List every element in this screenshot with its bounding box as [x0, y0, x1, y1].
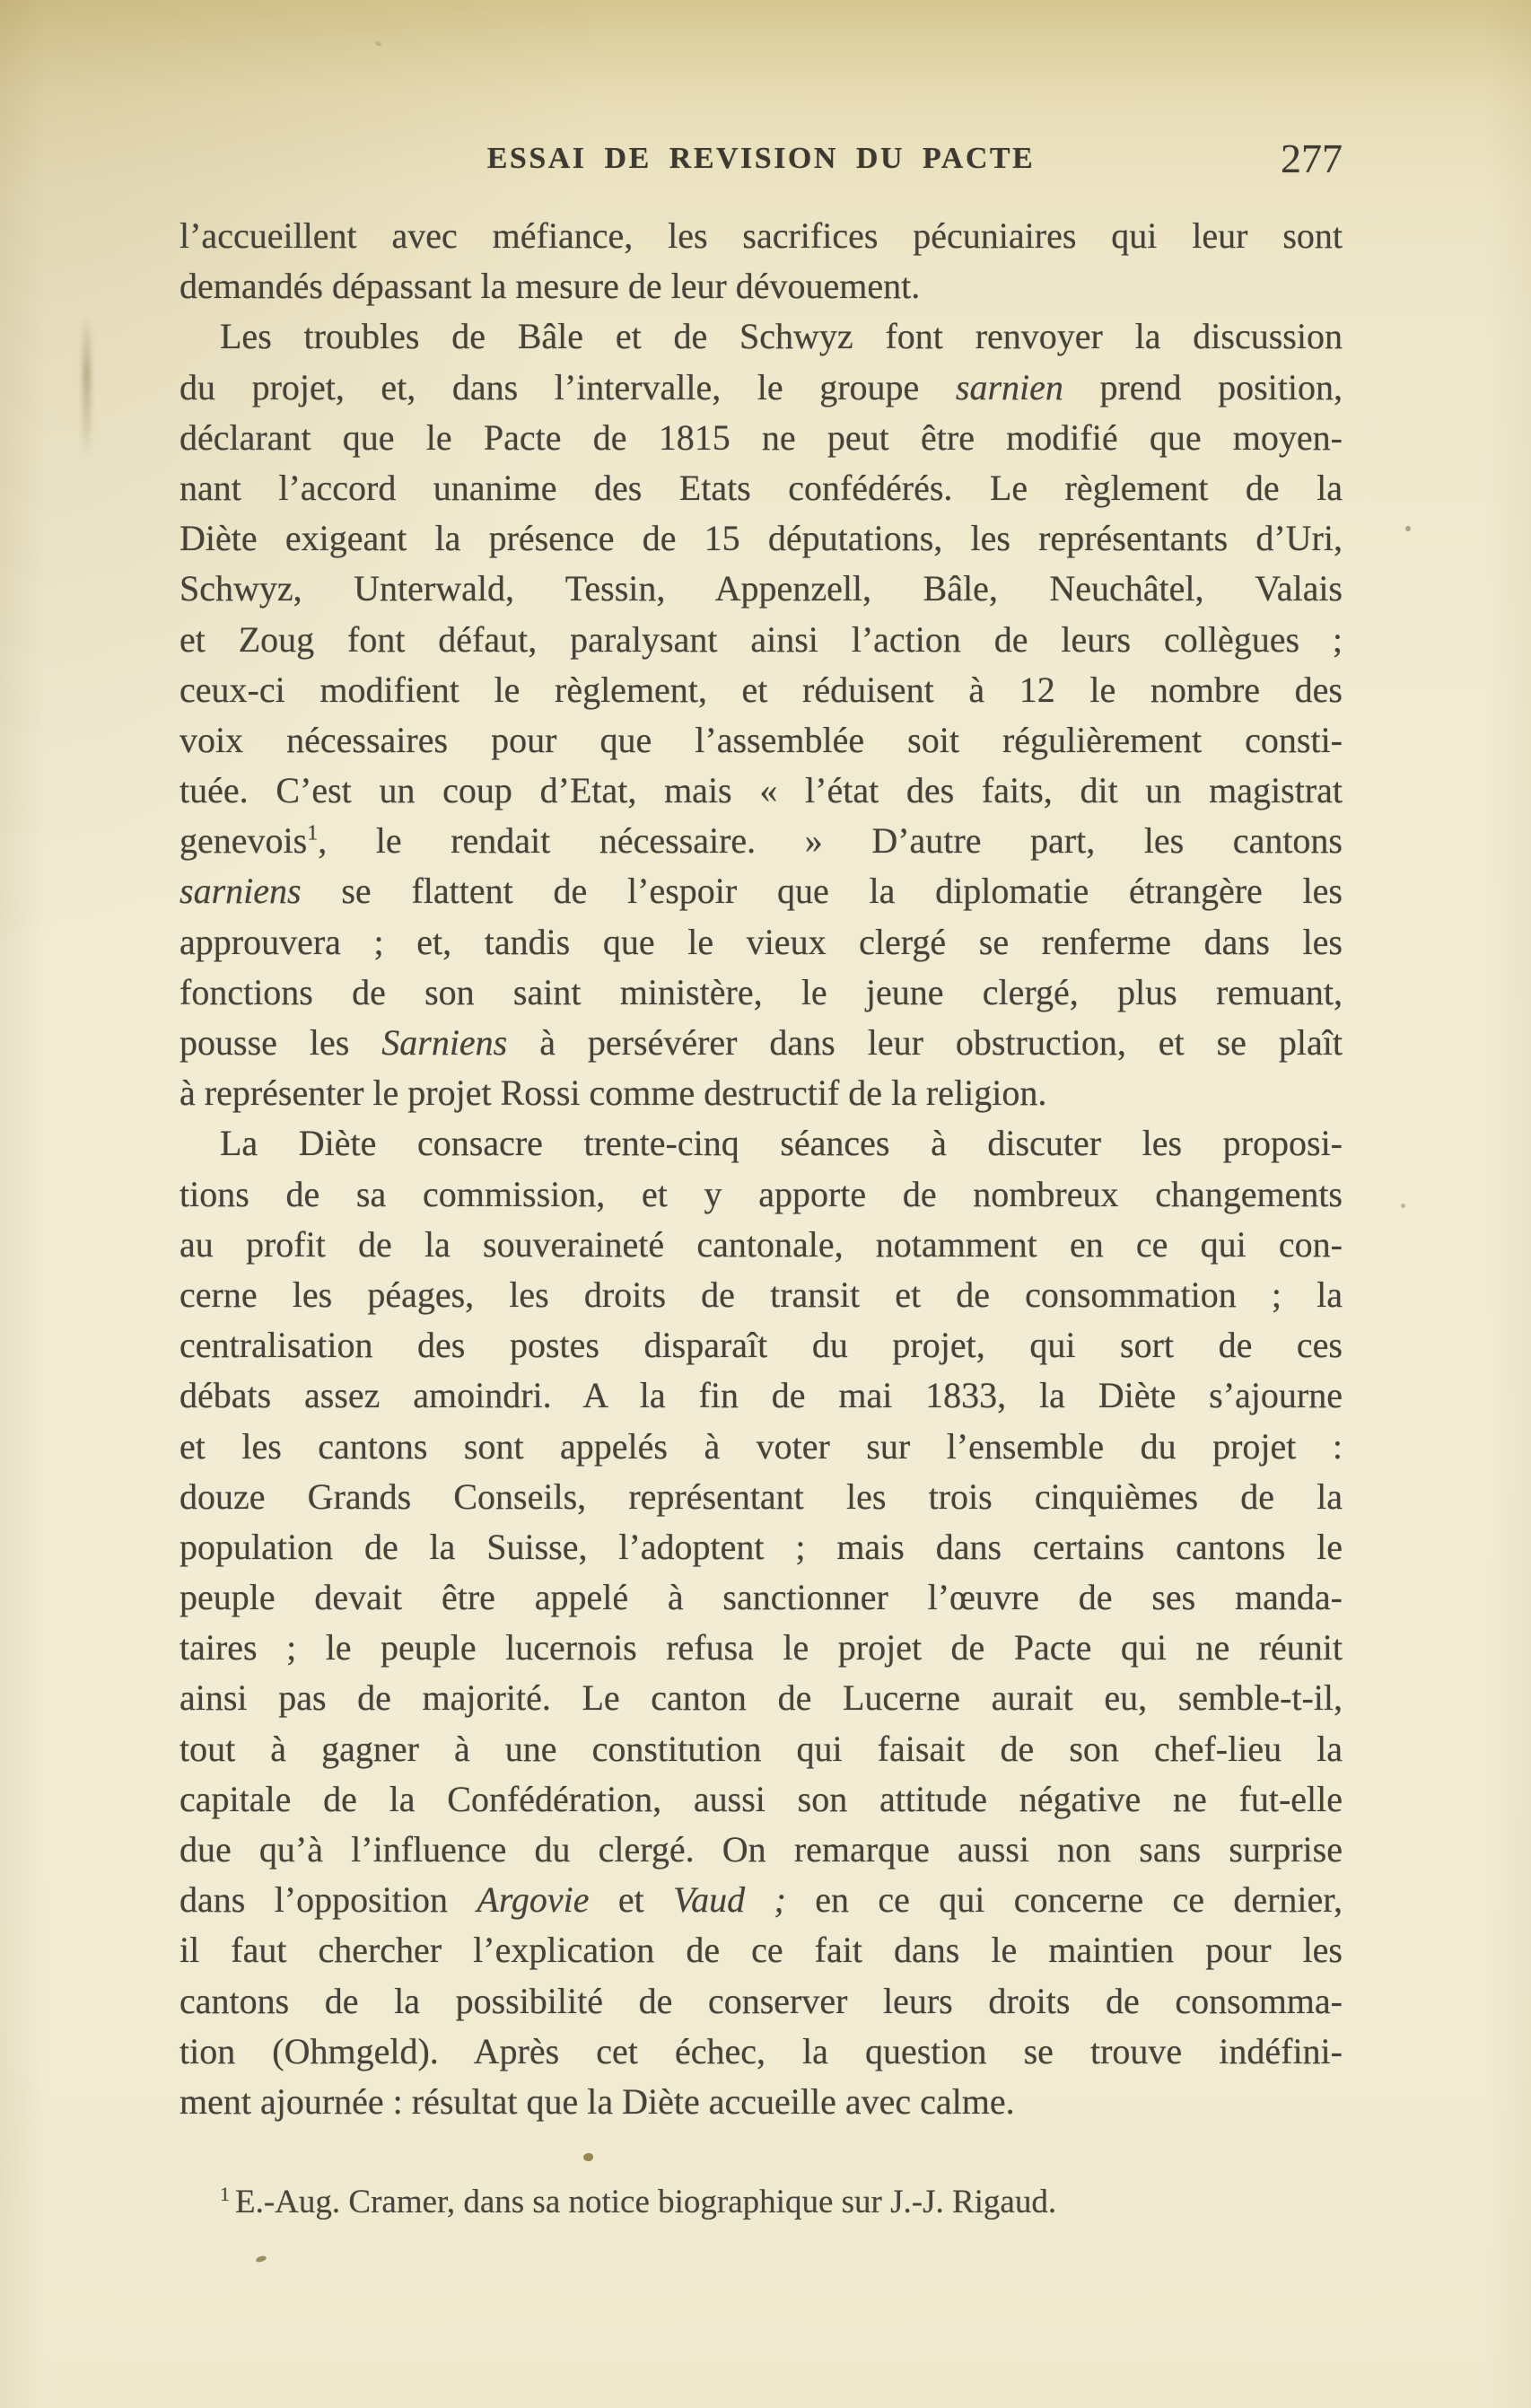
text-segment: Les troubles de Bâle et de Schwyz font renvoyer la discussion: [220, 316, 1343, 357]
text-line: [179, 261, 1343, 311]
text-segment: et: [589, 1879, 674, 1921]
text-segment: centralisation des postes disparaît du projet, qui sort de ces: [179, 1325, 1343, 1366]
text-segment: voix nécessaires pour que l’assemblée soit régulièrement consti-: [179, 719, 1343, 760]
text-line: [179, 766, 1343, 816]
text-line: [179, 1623, 1343, 1673]
footnote-reference: 1: [307, 821, 319, 845]
text-line: [179, 363, 1343, 413]
text-line: [179, 1673, 1343, 1723]
scan-speck: [255, 2255, 267, 2263]
text-line: [179, 463, 1343, 513]
text-segment: demandés dépassant la mesure de leur dévouement.: [179, 266, 921, 307]
text-segment: à persévérer dans leur obstruction, et se plaît: [507, 1022, 1343, 1063]
text-segment: tout à gagner à une constitution qui faisait de son chef-lieu la: [179, 1728, 1343, 1769]
text-segment: Diète exigeant la présence de 15 députations, les représentants d’Uri,: [179, 518, 1343, 559]
text-line: [179, 816, 1343, 866]
body-text: [179, 211, 1343, 2127]
text-line: [179, 1320, 1343, 1370]
text-segment: capitale de la Confédération, aussi son attitude négative ne fut-elle: [179, 1778, 1343, 1819]
italic-text: Argovie: [477, 1879, 590, 1921]
scan-speck: [583, 2153, 593, 2161]
text-segment: déclarant que le Pacte de 1815 ne peut être modifié que moyen-: [179, 416, 1343, 458]
page-number: 277: [1281, 136, 1343, 181]
text-line: [179, 1018, 1343, 1068]
text-line: [179, 2077, 1343, 2127]
text-segment: ment ajournée : résultat que la Diète accueille avec calme.: [179, 2080, 1015, 2122]
text-line: [179, 1068, 1343, 1118]
text-line: [179, 1724, 1343, 1774]
text-line: [179, 1522, 1343, 1572]
text-line: [179, 968, 1343, 1018]
text-line: [179, 615, 1343, 665]
text-segment: tion (Ohmgeld). Après cet échec, la question se trouve indéfini-: [179, 2030, 1343, 2071]
text-line: [179, 211, 1343, 261]
text-line: [179, 513, 1343, 564]
text-segment: débats assez amoindri. A la fin de mai 1833, la Diète s’ajourne: [179, 1375, 1343, 1416]
text-segment: cantons de la possibilité de conserver leurs droits de consomma-: [179, 1980, 1343, 2021]
text-segment: due qu’à l’influence du clergé. On remarque aussi non sans surprise: [179, 1829, 1343, 1869]
text-line: [179, 1370, 1343, 1421]
text-line: [179, 1220, 1343, 1270]
running-title: ESSAI DE REVISION DU PACTE: [486, 142, 1036, 175]
scan-smudge: [83, 316, 91, 460]
scan-speck: [374, 40, 381, 47]
text-line: [179, 564, 1343, 614]
text-segment: ainsi pas de majorité. Le canton de Lucerne aurait eu, semble-t-il,: [179, 1677, 1343, 1719]
text-line: [179, 1875, 1343, 1925]
text-line: [179, 1472, 1343, 1522]
text-segment: La Diète consacre trente-cinq séances à discuter les proposi-: [220, 1123, 1343, 1164]
page-header: [179, 135, 1343, 188]
italic-text: sarniens: [179, 871, 302, 912]
text-line: [179, 1422, 1343, 1472]
text-segment: cerne les péages, les droits de transit et de consommation ; la: [179, 1274, 1343, 1315]
text-line: [179, 665, 1343, 715]
text-segment: genevois: [179, 820, 308, 862]
text-segment: Schwyz, Unterwald, Tessin, Appenzell, Bâle, Neuchâtel, Valais: [179, 568, 1343, 609]
footnote-marker: 1: [220, 2182, 230, 2205]
text-line: [179, 1169, 1343, 1220]
text-segment: , le rendait nécessaire. » D’autre part, les cantons: [318, 820, 1343, 862]
footnote: [220, 2183, 1351, 2221]
scan-speck: [1405, 526, 1411, 531]
text-line: [179, 917, 1343, 968]
text-segment: l’accueillent avec méfiance, les sacrifices pécuniaires qui leur sont: [179, 215, 1343, 256]
text-segment: au profit de la souveraineté cantonale, notamment en ce qui con-: [179, 1223, 1343, 1265]
text-line: [179, 1976, 1343, 2027]
text-line: [179, 1572, 1343, 1623]
text-line: [179, 1925, 1343, 1975]
text-segment: à représenter le projet Rossi comme destructif de la religion.: [179, 1073, 1047, 1114]
text-line: [179, 866, 1343, 916]
text-segment: nant l’accord unanime des Etats confédérés. Le règlement de la: [179, 467, 1343, 508]
text-segment: il faut chercher l’explication de ce fait dans le maintien pour les: [179, 1930, 1343, 1971]
text-segment: prend position,: [1063, 366, 1343, 407]
text-segment: tions de sa commission, et y apporte de nombreux changements: [179, 1173, 1343, 1214]
text-line: [179, 1270, 1343, 1320]
footnote-text: E.-Aug. Cramer, dans sa notice biographique sur J.-J. Rigaud.: [235, 2184, 1057, 2220]
text-line: [179, 311, 1343, 362]
text-segment: approuvera ; et, tandis que le vieux clergé se renferme dans les: [179, 921, 1343, 962]
scan-speck: [1401, 1204, 1405, 1208]
text-segment: se flattent de l’espoir que la diplomatie étrangère les: [301, 871, 1343, 912]
text-line: [179, 1825, 1343, 1875]
text-segment: population de la Suisse, l’adoptent ; mais dans certains cantons le: [179, 1526, 1343, 1567]
text-segment: tuée. C’est un coup d’Etat, mais « l’état des faits, dit un magistrat: [179, 770, 1343, 811]
text-line: [179, 2027, 1343, 2077]
text-segment: et les cantons sont appelés à voter sur l’ensemble du projet :: [179, 1425, 1343, 1467]
text-segment: pousse les: [179, 1022, 382, 1063]
text-segment: taires ; le peuple lucernois refusa le projet de Pacte qui ne réunit: [179, 1627, 1343, 1668]
text-segment: dans l’opposition: [179, 1879, 477, 1921]
text-segment: du projet, et, dans l’intervalle, le groupe: [179, 366, 956, 407]
text-line: [179, 715, 1343, 766]
text-line: [179, 1118, 1343, 1169]
text-line: [179, 1774, 1343, 1825]
italic-text: Sarniens: [381, 1022, 508, 1063]
text-segment: en ce qui concerne ce dernier,: [785, 1879, 1343, 1921]
text-line: [179, 413, 1343, 463]
text-segment: fonctions de son saint ministère, le jeune clergé, plus remuant,: [179, 971, 1343, 1012]
text-segment: douze Grands Conseils, représentant les trois cinquièmes de la: [179, 1475, 1343, 1517]
italic-text: sarnien: [955, 366, 1063, 407]
text-segment: peuple devait être appelé à sanctionner l’œuvre de ses manda-: [179, 1577, 1343, 1618]
text-segment: et Zoug font défaut, paralysant ainsi l’action de leurs collègues ;: [179, 618, 1343, 660]
text-segment: ceux-ci modifient le règlement, et réduisent à 12 le nombre des: [179, 669, 1343, 710]
italic-text: Vaud ;: [673, 1879, 786, 1921]
